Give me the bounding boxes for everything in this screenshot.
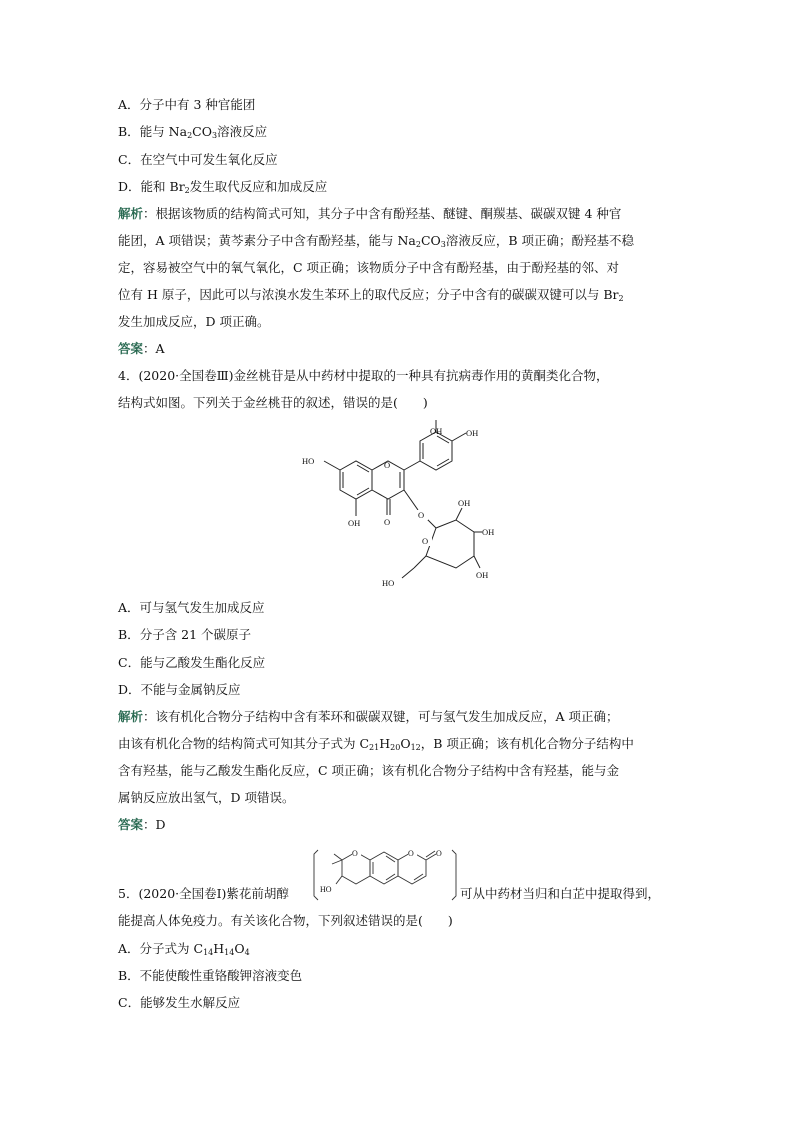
q5-label-o-2: O: [408, 849, 414, 858]
q4-label-o-sugar: O: [422, 536, 429, 546]
q3-analysis-line-4: 位有 H 原子，因此可以与浓溴水发生苯环上的取代反应；分子中含有的碳碳双键可以与 $Br_2$: [118, 287, 624, 303]
q3-answer: 答案：A: [118, 341, 165, 356]
q4-option-c: C．能与乙酸发生酯化反应: [118, 655, 266, 670]
q4-analysis-line-4: 属钠反应放出氢气，D 项错误。: [118, 790, 295, 805]
q4-label-oh-right: OH: [466, 428, 479, 438]
q4-option-b: B．分子含 21 个碳原子: [118, 627, 252, 642]
q5-label-ho: HO: [320, 885, 332, 894]
q4-label-oh-sugar-2: OH: [482, 527, 495, 537]
q4-label-ho-left: HO: [302, 456, 315, 466]
q5-label-o-1: O: [352, 849, 358, 858]
q5-option-a: A．分子式为 $C_{14}H_{14}O_4$: [118, 941, 250, 957]
q4-analysis-line-1: 解析：该有机化合物分子结构中含有苯环和碳碳双键，可与氢气发生加成反应，A 项正确；: [118, 709, 619, 724]
q5-stem-line-2: 能提高人体免疫力。有关该化合物，下列叙述错误的是( ): [118, 913, 453, 928]
q3-analysis-line-2: 能团，A 项错误；黄芩素分子中含有酚羟基，能与 $Na_2CO_3$溶液反应，B 项正确；酚羟基不稳: [118, 233, 635, 249]
q4-label-o-ring: O: [384, 460, 391, 470]
q4-label-oh-bottom: OH: [348, 518, 361, 528]
q3-option-a: A．分子中有 3 种官能团: [118, 97, 256, 112]
q3-analysis-line-5: 发生加成反应，D 项正确。: [118, 314, 270, 329]
q5-option-b: B．不能使酸性重铬酸钾溶液变色: [118, 968, 303, 983]
answer-label: 答案: [118, 817, 144, 832]
q3-analysis-line-3: 定，容易被空气中的氧气氧化，C 项正确；该物质分子中含有酚羟基，由于酚羟基的邻、对: [118, 260, 620, 275]
q4-label-oh-top: OH: [430, 426, 443, 436]
analysis-label: 解析: [118, 709, 144, 724]
q5-stem-pre: 5．(2020·全国卷Ⅰ)紫花前胡醇: [118, 886, 289, 901]
q4-analysis-line-2: 由该有机化合物的结构简式可知其分子式为 $C_{21}H_{20}O_{12}$，B 项正确；该有机化合物分子结构中: [118, 736, 634, 752]
q4-stem-line-2: 结构式如图。下列关于金丝桃苷的叙述，错误的是( ): [118, 395, 428, 410]
q4-structure-diagram: [296, 420, 500, 600]
q5-structure-diagram: [312, 846, 458, 908]
q4-label-ho-sugar: HO: [382, 578, 395, 588]
q4-label-o-link: O: [418, 510, 425, 520]
q4-label-oh-sugar-1: OH: [458, 498, 471, 508]
q4-analysis-line-3: 含有羟基，能与乙酸发生酯化反应，C 项正确；该有机化合物分子结构中含有羟基，能与金: [118, 763, 620, 778]
q3-option-b: B．能与 $Na_2CO_3$溶液反应: [118, 124, 268, 140]
answer-label: 答案: [118, 341, 144, 356]
q4-label-o-carbonyl: O: [384, 517, 391, 527]
q4-label-oh-sugar-3: OH: [476, 570, 489, 580]
q4-option-a: A．可与氢气发生加成反应: [118, 600, 265, 615]
q5-stem-post: 可从中药材当归和白芷中提取得到，: [460, 886, 661, 901]
q4-stem-line-1: 4．(2020·全国卷Ⅲ)金丝桃苷是从中药材中提取的一种具有抗病毒作用的黄酮类化合物，: [118, 368, 609, 383]
q4-answer: 答案：D: [118, 817, 166, 832]
analysis-label: 解析: [118, 206, 144, 221]
q5-label-o-carbonyl: O: [436, 849, 442, 858]
q3-analysis-line-1: 解析：根据该物质的结构简式可知，其分子中含有酚羟基、醚键、酮羰基、碳碳双键 4 种官: [118, 206, 622, 221]
q3-option-c: C．在空气中可发生氧化反应: [118, 152, 278, 167]
q3-option-d: D．能和 $Br_2$发生取代反应和加成反应: [118, 179, 328, 195]
q5-option-c: C．能够发生水解反应: [118, 995, 241, 1010]
q4-option-d: D．不能与金属钠反应: [118, 682, 241, 697]
